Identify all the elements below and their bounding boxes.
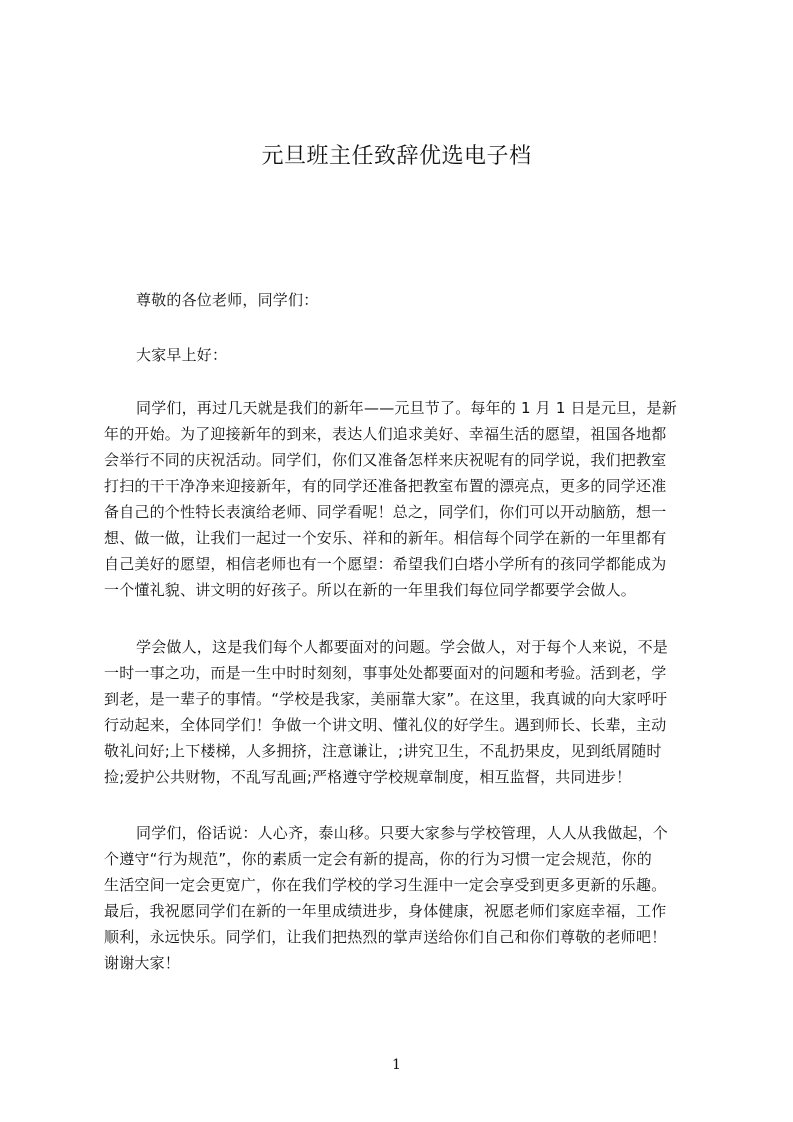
greeting-line: 大家早上好： bbox=[136, 346, 228, 364]
paragraph-line: 同学们，俗话说：人心齐，泰山移。只要大家参与学校管理，人人从我做起，个 bbox=[136, 824, 669, 842]
paragraph-line: 想、做一做，让我们一起过一个安乐、祥和的新年。相信每个同学在新的一年里都有 bbox=[104, 529, 667, 547]
paragraph-line: 到老，是一辈子的事情。“学校是我家，美丽靠大家”。在这里，我真诚的向大家呼吁 bbox=[104, 690, 668, 708]
paragraph-line: 最后，我祝愿同学们在新的一年里成绩进步，身体健康，祝愿老师们家庭幸福，工作 bbox=[104, 902, 667, 920]
paragraph-line: 捡;爱护公共财物，不乱写乱画;严格遵守学校规章制度，相互监督，共同进步！ bbox=[104, 768, 632, 786]
paragraph-line: 打扫的干干净净来迎接新年，有的同学还准备把教室布置的漂亮点，更多的同学还准 bbox=[104, 477, 667, 495]
paragraph-line: 生活空间一定会更宽广，你在我们学校的学习生涯中一定会享受到更多更新的乐趣。 bbox=[104, 876, 667, 894]
paragraph-line: 一时一事之功，而是一生中时时刻刻，事事处处都要面对的问题和考验。活到老，学 bbox=[104, 664, 667, 682]
paragraph-line: 一个懂礼貌、讲文明的好孩子。所以在新的一年里我们每位同学都要学会做人。 bbox=[104, 581, 637, 599]
page-number: 1 bbox=[392, 1057, 401, 1073]
paragraph-line: 会举行不同的庆祝活动。同学们，你们又准备怎样来庆祝呢有的同学说，我们把教室 bbox=[104, 451, 667, 469]
paragraph-line: 年的开始。为了迎接新年的到来，表达人们追求美好、幸福生活的愿望，祖国各地都 bbox=[104, 425, 667, 443]
paragraph-line: 备自己的个性特长表演给老师、同学看呢！总之，同学们，你们可以开动脑筋，想一 bbox=[104, 503, 667, 521]
paragraph-line: 自己美好的愿望，相信老师也有一个愿望：希望我们白塔小学所有的孩同学都能成为 bbox=[104, 555, 667, 573]
document-title: 元旦班主任致辞优选电子档 bbox=[261, 144, 532, 169]
paragraph-line: 谢谢大家！ bbox=[104, 954, 181, 972]
paragraph-line: 顺利，永远快乐。同学们，让我们把热烈的掌声送给你们自己和你们尊敬的老师吧！ bbox=[104, 928, 667, 946]
paragraph-line: 行动起来，全体同学们！争做一个讲文明、懂礼仪的好学生。遇到师长、长辈，主动 bbox=[104, 716, 667, 734]
paragraph-line: 敬礼问好;上下楼梯，人多拥挤，注意谦让，;讲究卫生，不乱扔果皮，见到纸屑随时 bbox=[104, 742, 662, 760]
paragraph-line: 同学们，再过几天就是我们的新年——元旦节了。每年的 1 月 1 日是元旦，是新 bbox=[136, 399, 677, 417]
paragraph-line: 学会做人，这是我们每个人都要面对的问题。学会做人，对于每个人来说，不是 bbox=[136, 638, 669, 656]
paragraph-line: 个遵守“行为规范”，你的素质一定会有新的提高，你的行为习惯一定会规范，你的 bbox=[104, 850, 652, 868]
greeting-line: 尊敬的各位老师，同学们： bbox=[136, 291, 319, 309]
